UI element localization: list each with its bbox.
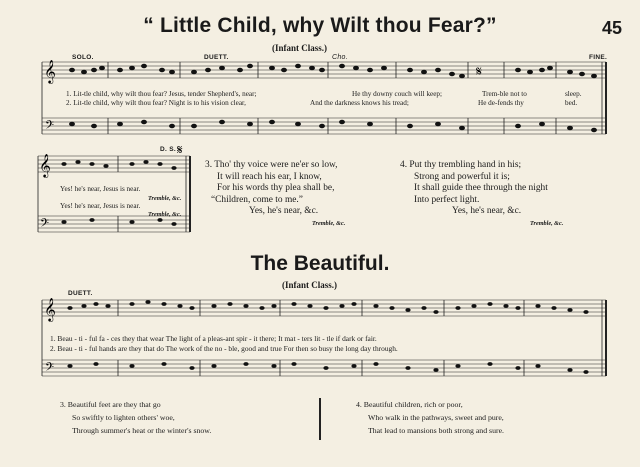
lyrics-verse1-d: sleep.: [565, 90, 582, 98]
lyrics-verse2-d: bed.: [565, 99, 578, 107]
page-number: 45: [601, 18, 622, 38]
treble-clef-icon: 𝄞: [44, 59, 56, 83]
song2-title: The Beautiful.: [250, 252, 390, 275]
song-title: “ Little Child, why Wilt thou Fear?”: [143, 14, 497, 37]
verse-divider: [319, 398, 321, 440]
song-subtitle: (Infant Class.): [272, 43, 328, 53]
song2-subtitle: (Infant Class.): [282, 280, 338, 290]
ds-mark: D. S.: [160, 146, 176, 153]
lyrics-verse2-a: 2. Lit-tle child, why wilt thou fear? Night is to his vision clear,: [66, 99, 246, 107]
verse-4-credit: Tremble, &c.: [530, 220, 564, 227]
song2-duett-mark: DUETT.: [68, 290, 93, 297]
barlines: [42, 62, 606, 134]
lyrics-verse2-c: He de-fends thy: [478, 99, 524, 107]
song2-verse-4: 4. Beautiful children, rich or poor, Who walk in the pathways, sweet and pure, That lead to mansions both strong and sure.: [356, 400, 504, 435]
bass-clef-icon: 𝄢: [45, 119, 55, 135]
segno-icon: 𝄋: [476, 64, 483, 80]
fine-mark: FINE.: [589, 54, 608, 61]
lyrics-verse1-a: 1. Lit-tle child, why wilt thou fear? Jesus, tender Shepherd's, near;: [66, 90, 257, 98]
treble-clef-icon: 𝄞: [39, 153, 51, 177]
lyrics-verse2-b: And the darkness knows his tread;: [310, 99, 409, 107]
chorus-mark: Cho.: [332, 54, 348, 61]
bass-clef-icon: 𝄢: [40, 217, 50, 233]
svg-text:𝄋: 𝄋: [177, 143, 183, 156]
song2-lyrics-verse1: 1. Beau - ti - ful fa - ces they that wear The light of a pleas-ant spir - it there; It mat - ters lit - tle if dark or fair.: [50, 334, 377, 343]
bass-clef-icon: 𝄢: [45, 361, 55, 377]
refrain-lyric-2: Yes! he's near, Jesus is near.: [60, 202, 141, 210]
staff-system-1: [36, 56, 612, 140]
refrain-lyric-1: Yes! he's near, Jesus is near.: [60, 185, 141, 193]
verse-3-credit: Tremble, &c.: [312, 220, 346, 227]
lyrics-verse1-c: Trem-ble not to: [482, 90, 527, 98]
verse-3: 3. Tho' thy voice were ne'er so low, It will reach his ear, I know, For his words thy plea shall be, “Children, come to me.” Yes, he's near, &c.: [205, 160, 338, 217]
solo-mark: SOLO.: [72, 54, 94, 61]
song2-lyrics-verse2: 2. Beau - ti - ful hands are they that do The work of the no - ble, good and true For then so busy the long day through.: [50, 344, 398, 353]
lyrics-verse1-b: He thy downy couch will keep;: [352, 90, 443, 98]
duett-mark: DUETT.: [204, 54, 229, 61]
refrain-credit-2: Tremble, &c.: [148, 211, 182, 218]
refrain-credit-1: Tremble, &c.: [148, 195, 182, 202]
song2-verse-3: 3. Beautiful feet are they that go So swiftly to lighten others' woe, Through summer's heat or the winter's snow.: [60, 400, 212, 435]
treble-clef-icon: 𝄞: [44, 297, 56, 321]
verse-4: 4. Put thy trembling hand in his; Strong and powerful it is; It shall guide thee through the night Into perfect light. Yes, he's near, &c.: [400, 160, 548, 217]
